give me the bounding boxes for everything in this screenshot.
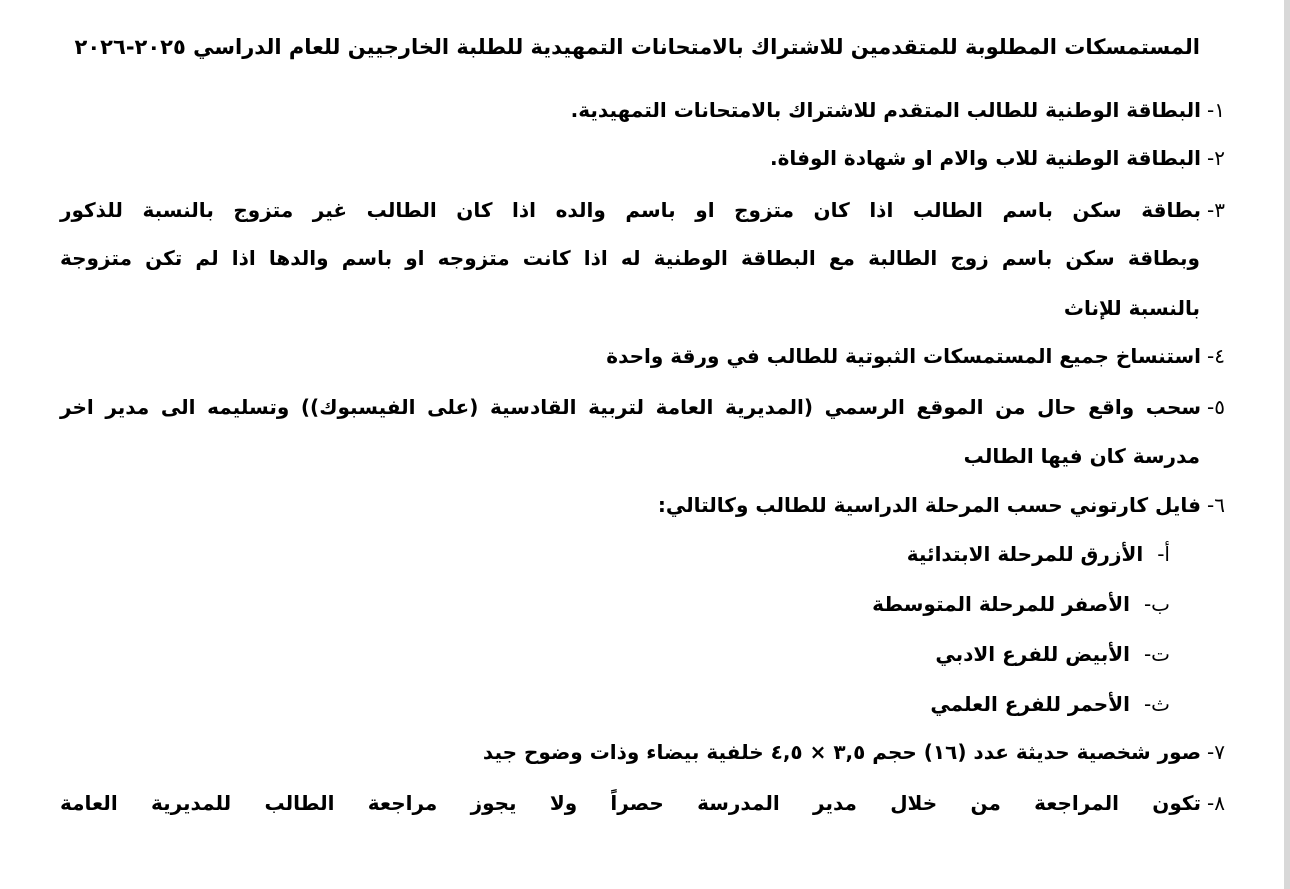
list-item-2 <box>770 143 1225 173</box>
item-number: ٧- <box>1207 740 1225 764</box>
item-3-continuation: وبطاقة سكن باسم زوج الطالبة مع البطاقة الوطنية له اذا كانت متزوجه او باسم والدها اذا لم تكن متزوجة <box>60 246 1200 270</box>
item-text: البطاقة الوطنية للاب والام او شهادة الوفاة. <box>770 146 1202 170</box>
item-3-continuation: بالنسبة للإناث <box>1063 296 1200 320</box>
sub-item <box>930 689 1170 719</box>
list-item-5 <box>60 392 1225 422</box>
item-text: استنساخ جميع المستمسكات الثبوتية للطالب في ورقة واحدة <box>606 344 1202 368</box>
sub-item-text: الأزرق للمرحلة الابتدائية <box>906 542 1144 566</box>
sub-item-letter: ب- <box>1143 592 1170 616</box>
item-number: ٨- <box>1207 791 1225 815</box>
sub-item-letter: أ- <box>1157 542 1170 566</box>
item-number: ٥- <box>1207 395 1225 419</box>
sub-item-letter: ث- <box>1143 692 1170 716</box>
list-item-8 <box>60 788 1225 818</box>
sub-item <box>872 589 1170 619</box>
item-number: ١- <box>1207 98 1225 122</box>
item-number: ٤- <box>1207 344 1225 368</box>
sub-item-letter: ت- <box>1143 642 1170 666</box>
sub-item-text: الأصفر للمرحلة المتوسطة <box>872 592 1130 616</box>
list-item-7 <box>483 737 1225 767</box>
sub-item-text: الأحمر للفرع العلمي <box>930 692 1130 716</box>
item-number: ٣- <box>1207 198 1225 222</box>
sub-item <box>907 539 1170 569</box>
item-text: سحب واقع حال من الموقع الرسمي (المديرية العامة لتربية القادسية (على الفيسبوك)) وتسليمه الى مدير اخر <box>60 395 1202 419</box>
document-title: المستمسكات المطلوبة للمتقدمين للاشتراك بالامتحانات التمهيدية للطلبة الخارجيين للعام الدراسي ٢٠٢٥-٢٠٢٦ <box>74 35 1200 59</box>
list-item-3 <box>60 195 1225 225</box>
list-item-4 <box>606 341 1225 371</box>
item-text: تكون المراجعة من خلال مدير المدرسة حصراً ولا يجوز مراجعة الطالب للمديرية العامة <box>60 791 1202 815</box>
item-number: ٦- <box>1207 493 1225 517</box>
list-item-6 <box>658 490 1225 520</box>
item-text: صور شخصية حديثة عدد (١٦) حجم ٣,٥ × ٤,٥ خلفية بيضاء وذات وضوح جيد <box>482 740 1202 764</box>
page-edge <box>1284 0 1290 889</box>
sub-item <box>935 639 1170 669</box>
item-text: فايل كارتوني حسب المرحلة الدراسية للطالب وكالتالي: <box>657 493 1202 517</box>
sub-item-text: الأبيض للفرع الادبي <box>935 642 1130 666</box>
item-text: بطاقة سكن باسم الطالب اذا كان متزوج او باسم والده اذا كان الطالب غير متزوج بالنسبة للذكور <box>60 198 1202 222</box>
item-text: البطاقة الوطنية للطالب المتقدم للاشتراك بالامتحانات التمهيدية. <box>570 98 1202 122</box>
item-5-continuation: مدرسة كان فيها الطالب <box>963 444 1200 468</box>
item-number: ٢- <box>1207 146 1225 170</box>
list-item-1 <box>571 95 1225 125</box>
